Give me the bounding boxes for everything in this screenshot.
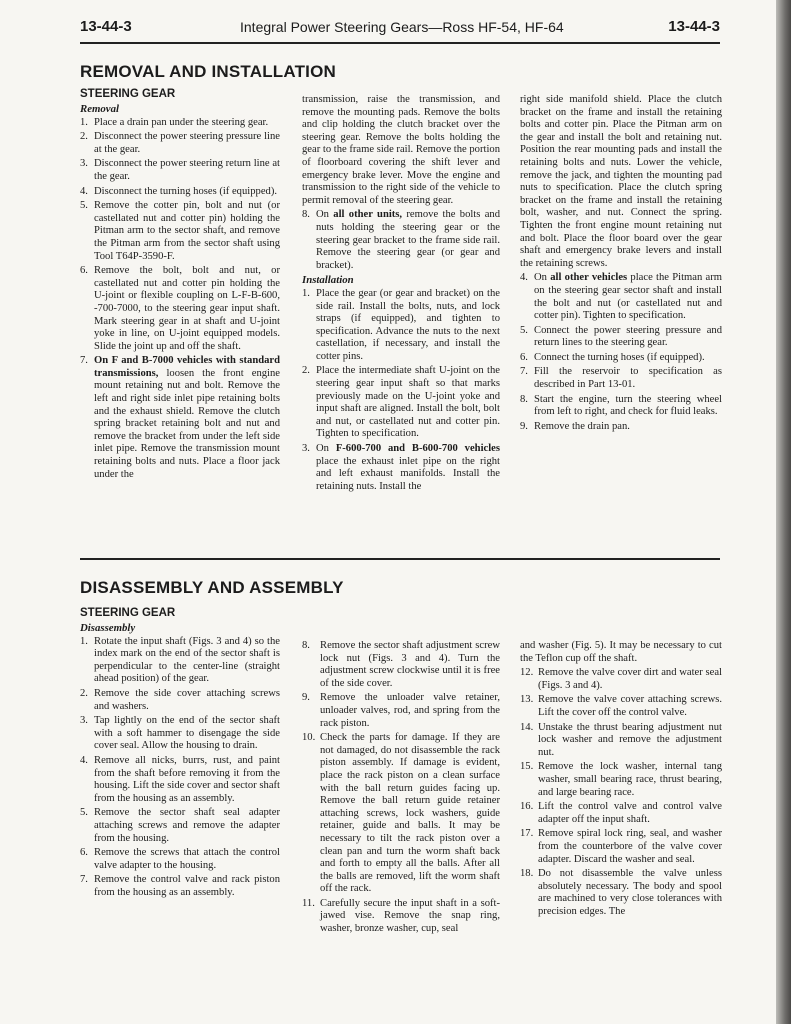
item-body: Remove spiral lock ring, seal, and washer from the counterbore of the valve cover adapter. Discard the washer and seal.	[538, 828, 722, 865]
item-body: Connect the turning hoses (if equipped).	[534, 351, 705, 363]
item-text-prefix: On	[534, 272, 551, 284]
list-item	[520, 421, 722, 434]
item-number: 18.	[520, 868, 534, 880]
item-number: 5.	[520, 324, 528, 336]
item-number: 12.	[520, 667, 534, 679]
item-number: 6.	[80, 265, 88, 277]
item-body: Carefully secure the input shaft in a soft-jawed vise. Remove the snap ring, washer, bronze washer, cup, seal	[320, 897, 500, 935]
list-item	[80, 688, 280, 713]
disassembly-column-2	[302, 640, 500, 938]
subsection-title-steering-gear-2: STEERING GEAR	[80, 607, 176, 619]
list-item	[520, 694, 722, 719]
item-emphasis: all other units,	[333, 209, 403, 221]
continued-paragraph: and washer (Fig. 5). It may be necessary to cut the Teflon cup off the shaft.	[520, 640, 722, 664]
item-text-prefix: On	[316, 443, 336, 455]
list-item	[302, 692, 500, 730]
item-text	[538, 801, 722, 826]
item-body: Unstake the thrust bearing adjustment nut lock washer and remove the adjustment nut.	[538, 721, 722, 758]
item-text	[320, 898, 500, 936]
item-text	[534, 352, 722, 365]
item-number: 4.	[80, 754, 88, 766]
list-item	[302, 288, 500, 364]
list-item	[80, 200, 280, 263]
item-body: Remove the valve cover dirt and water seal (Figs. 3 and 4).	[538, 667, 722, 691]
list-item	[520, 325, 722, 350]
section-divider	[80, 558, 720, 560]
item-body: loosen the front engine mount retaining nut and bolt. Remove the left and right side inlet pipe retaining bolts and the exhaust shield. Remove the clutch spring bracket retaining bolt and nut and remove the bracket from under the left side inlet pipe. Remove the transmission mount retaining bolts and nuts. Place a floor jack under the	[94, 367, 280, 480]
disassembly-column-3	[520, 640, 722, 920]
removal-column-1	[80, 103, 280, 483]
item-body: Remove the drain pan.	[534, 420, 630, 432]
continued-paragraph: right side manifold shield. Place the clutch bracket on the frame and install the retaining bolts and cotter pin. Place the Pitman arm on the gear and install the bolt and retaining nut. Position the rear mounting pads and install the retaining bolts and nuts. Lower the vehicle, remove the jack, and tighten the mounting pad nuts to specification. Place the clutch spring bracket on the frame and install the retaining bolt, washer, and nut. Connect the spring. Tighten the front engine mount retaining nut and bolt. Place the floor board over the gear shaft and emergency brake levers and install the retaining screws.	[520, 94, 722, 269]
item-number: 7.	[520, 366, 528, 378]
item-body: Start the engine, turn the steering wheel from left to right, and check for fluid leaks.	[534, 393, 722, 418]
item-text	[94, 847, 280, 872]
item-body: Fill the reservoir to specification as described in Part 13-01.	[534, 366, 722, 391]
list-item	[302, 898, 500, 936]
item-body: Remove all nicks, burrs, rust, and paint from the shaft before removing it from the housing. Lift the side cover and sector shaft from the housing as an assembly.	[94, 754, 280, 804]
item-body: place the Pitman arm on the steering gear sector shaft and install the bolt and nut (or castellated nut and cotter pin). Tighten to specification.	[534, 272, 722, 322]
list-item	[80, 117, 280, 130]
item-body: Disconnect the turning hoses (if equipped).	[94, 185, 277, 197]
list-item	[80, 874, 280, 899]
item-body: place the exhaust inlet pipe on the right and left exhaust manifolds. Install the retaining nuts. Install the	[316, 455, 500, 492]
item-number: 7.	[80, 874, 88, 886]
item-body: Remove the control valve and rack piston from the housing as an assembly.	[94, 874, 280, 898]
installation-heading: Installation	[302, 274, 354, 287]
item-number: 14.	[520, 721, 534, 733]
section-title-disassembly: DISASSEMBLY AND ASSEMBLY	[80, 578, 344, 597]
item-text	[94, 688, 280, 713]
list-item	[80, 715, 280, 753]
item-text	[320, 640, 500, 690]
item-number: 4.	[80, 185, 88, 197]
item-number: 17.	[520, 828, 534, 840]
item-number: 8.	[302, 209, 310, 221]
item-number: 2.	[302, 365, 310, 377]
list-item	[520, 868, 722, 918]
list-item	[302, 732, 500, 896]
list-item	[80, 158, 280, 183]
item-number: 6.	[80, 847, 88, 859]
item-emphasis: all other vehicles	[550, 272, 628, 284]
item-text	[94, 186, 280, 199]
item-body: Remove the cotter pin, bolt and nut (or castellated nut and cotter pin) holding the Pitman arm to the sector shaft, and remove the Pitman arm from the sector shaft using Tool T64P-3590-F.	[94, 200, 280, 262]
item-number: 9.	[302, 692, 310, 704]
removal-heading: Removal	[80, 103, 119, 115]
item-body: Check the parts for damage. If they are not damaged, do not disassemble the rack piston assembly. If damage is evident, place the rack piston on a clean surface with the ball return guides facing up. Remove the ball return guide retainer attaching screws, lock washers, guide retainer, guide and balls. It may be necessary to tilt the rack piston over a clean pan and turn the worm shaft back and forth to empty all the balls. After all the balls are removed, lift the worm shaft off the rack.	[320, 732, 500, 895]
list-item	[80, 355, 280, 481]
removal-column-3	[520, 94, 722, 435]
item-number: 4.	[520, 272, 528, 284]
list-item	[520, 667, 722, 692]
item-number: 10.	[302, 732, 316, 744]
page-header	[80, 16, 720, 44]
item-number: 1.	[80, 116, 88, 128]
item-number: 1.	[302, 287, 310, 299]
item-text	[94, 874, 280, 899]
section-title-removal: REMOVAL AND INSTALLATION	[80, 62, 337, 81]
item-text-prefix: On	[316, 209, 334, 221]
item-body: Remove the valve cover attaching screws. Lift the cover off the control valve.	[538, 694, 722, 718]
item-number: 7.	[80, 355, 88, 367]
list-item	[520, 366, 722, 391]
item-body: Remove the screws that attach the control valve adapter to the housing.	[94, 847, 280, 871]
item-number: 2.	[80, 131, 88, 143]
item-text	[534, 421, 722, 434]
item-emphasis: F-600-700 and B-600-700 vehicles	[335, 443, 500, 455]
item-text	[534, 366, 722, 391]
item-text	[94, 355, 280, 481]
list-item	[80, 807, 280, 845]
item-number: 15.	[520, 761, 534, 773]
page-number-right: 13-44-3	[668, 18, 720, 35]
list-item	[520, 352, 722, 365]
item-body: Rotate the input shaft (Figs. 3 and 4) so the index mark on the end of the sector shaft is perpendicular to the center-line (straight ahead position) of the gear.	[94, 635, 280, 685]
item-text	[94, 807, 280, 845]
item-text	[320, 692, 500, 730]
disassembly-column-1	[80, 622, 280, 901]
item-number: 5.	[80, 200, 88, 212]
item-number: 5.	[80, 807, 88, 819]
list-item	[520, 801, 722, 826]
item-body: remove the bolts and nuts holding the steering gear or the steering gear bracket to the frame side rail. Remove the steering gear (or gear and bracket).	[316, 209, 500, 271]
list-item	[302, 365, 500, 441]
item-body: Do not disassemble the valve unless absolutely necessary. The body and spool are machined to very close tolerances with precision edges. The	[538, 868, 722, 917]
item-number: 11.	[302, 897, 315, 909]
item-body: Disconnect the power steering return line at the gear.	[94, 158, 280, 182]
item-number: 8.	[302, 640, 310, 651]
item-text	[538, 761, 722, 799]
item-text	[94, 158, 280, 183]
item-text	[94, 117, 280, 130]
item-emphasis: On F and B-7000 vehicles with standard transmissions,	[94, 355, 280, 379]
item-text	[538, 722, 722, 760]
item-number: 3.	[302, 443, 310, 455]
item-body: Disconnect the power steering pressure line at the gear.	[94, 131, 280, 155]
item-text	[534, 272, 722, 322]
item-body: Tap lightly on the end of the sector shaft with a soft hammer to disengage the side cover seal. Allow the housing to drain.	[94, 715, 280, 752]
item-body: Place the gear (or gear and bracket) on the side rail. Install the bolts, nuts, and lock straps (if equipped), and tighten to specification. Advance the nuts to the next castellation, if necessary, and install the cotter pins.	[316, 287, 500, 362]
list-item	[80, 755, 280, 805]
page-binding-edge	[776, 0, 791, 1024]
item-body: Remove the sector shaft adjustment screw lock nut (Figs. 3 and 4). Turn the adjustment screw clockwise until it is free of the side cover.	[320, 640, 500, 689]
list-item	[80, 265, 280, 353]
item-number: 1.	[80, 635, 88, 647]
list-item	[80, 847, 280, 872]
item-text	[316, 288, 500, 364]
item-body: Remove the lock washer, internal tang washer, small bearing race, thrust bearing, and large bearing race.	[538, 761, 722, 798]
removal-column-2	[302, 94, 500, 495]
item-text	[538, 828, 722, 866]
item-body: Remove the side cover attaching screws and washers.	[94, 687, 280, 712]
item-number: 6.	[520, 351, 528, 363]
item-number: 3.	[80, 715, 88, 727]
running-title: Integral Power Steering Gears—Ross HF-54, HF-64	[240, 19, 564, 35]
item-body: Lift the control valve and control valve adapter off the input shaft.	[538, 801, 722, 825]
list-item	[520, 272, 722, 322]
item-text	[94, 131, 280, 156]
item-text	[94, 636, 280, 686]
item-text	[534, 394, 722, 419]
list-item	[302, 209, 500, 272]
item-body: Remove the unloader valve retainer, unloader valves, rod, and spring from the rack piston.	[320, 692, 500, 729]
item-text	[316, 365, 500, 441]
list-item	[520, 394, 722, 419]
continued-paragraph: transmission, raise the transmission, and remove the mounting pads. Remove the bolts and clip holding the clutch bracket over the steering gear. Remove the bolts holding the gear to the frame side rail. Remove the portion of floorboard covering the shift lever and emergency brake lever. Move the engine and transmission to the right side of the vehicle to permit removal of the steering gear.	[302, 94, 500, 206]
page-number-left: 13-44-3	[80, 18, 132, 35]
item-number: 13.	[520, 694, 534, 706]
item-number: 9.	[520, 420, 528, 432]
item-body: Place the intermediate shaft U-joint on the steering gear input shaft so that marks previously made on the U-joint yoke and input shaft are aligned. Install the bolt, bolt and nut, or castellated nut and cotter pin. Tighten to specification.	[316, 365, 500, 440]
item-text	[94, 755, 280, 805]
item-number: 8.	[520, 393, 528, 405]
item-body: Remove the bolt, bolt and nut, or castellated nut and cotter pin holding the U-joint or flexible coupling on L-F-B-600, -700-7000, to the steering gear input shaft. Mark steering gear in at shaft and U-joint yoke in line, on U-joint equipped models. Slide the joint up and off the shaft.	[94, 265, 280, 352]
item-text	[320, 732, 500, 896]
disassembly-heading: Disassembly	[80, 622, 136, 634]
item-text	[316, 443, 500, 493]
item-number: 16.	[520, 801, 534, 813]
item-body: Connect the power steering pressure and return lines to the steering gear.	[534, 324, 722, 349]
list-item	[80, 131, 280, 156]
item-text	[538, 868, 722, 918]
item-body: Remove the sector shaft seal adapter attaching screws and remove the adapter from the housing.	[94, 807, 280, 844]
item-text	[538, 667, 722, 692]
item-text	[538, 694, 722, 719]
item-text	[94, 200, 280, 263]
item-number: 2.	[80, 687, 88, 699]
item-text	[534, 325, 722, 350]
item-body: Place a drain pan under the steering gear.	[94, 116, 269, 128]
item-text	[94, 715, 280, 753]
list-item	[302, 640, 500, 690]
list-item	[80, 636, 280, 686]
list-item	[520, 722, 722, 760]
list-item	[520, 761, 722, 799]
list-item	[302, 443, 500, 493]
item-text	[316, 209, 500, 272]
subsection-title-steering-gear: STEERING GEAR	[80, 88, 176, 100]
list-item	[80, 186, 280, 199]
item-text	[94, 265, 280, 353]
item-number: 3.	[80, 158, 88, 170]
list-item	[520, 828, 722, 866]
